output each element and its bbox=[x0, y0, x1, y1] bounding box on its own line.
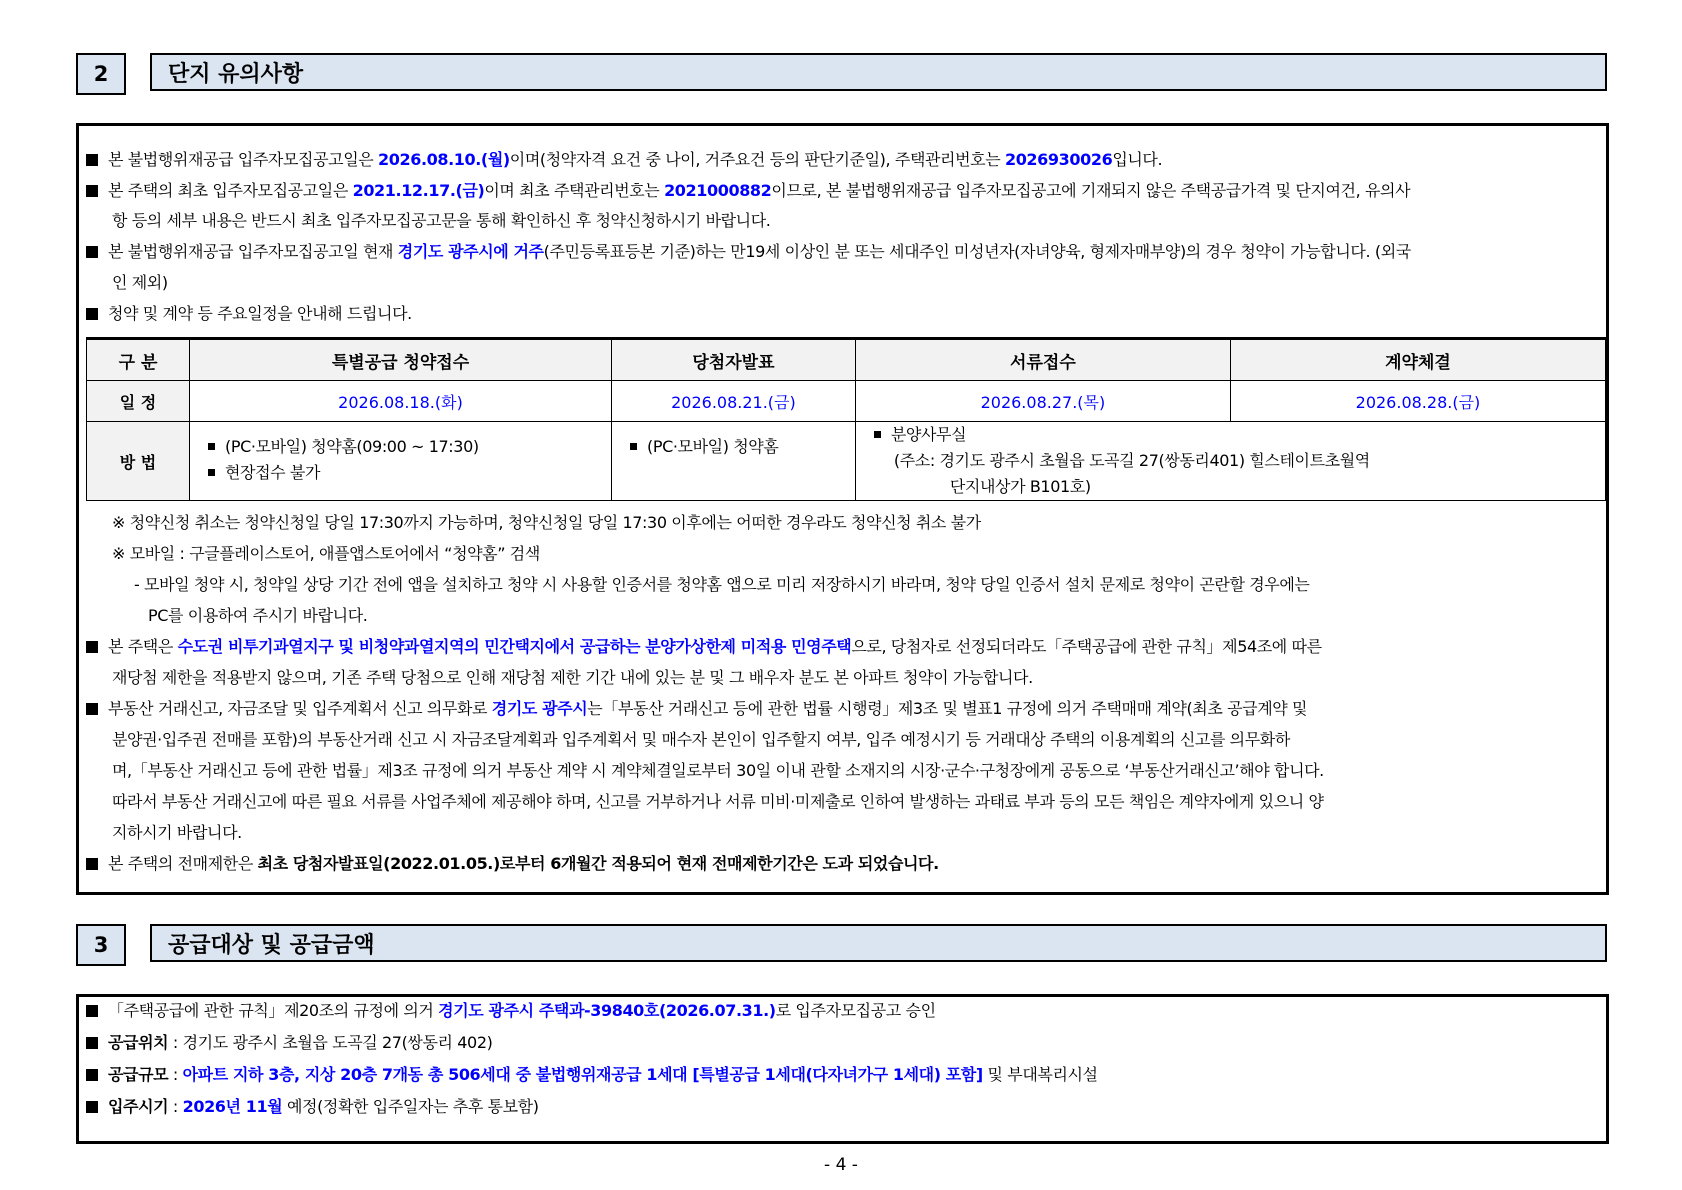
notice-item-6-line5: 지하시기 바랍니다. bbox=[112, 823, 242, 842]
page-number: - 4 - bbox=[824, 1155, 858, 1175]
square-bullet-icon bbox=[86, 185, 98, 197]
schedule-date-label: 일 정 bbox=[87, 381, 190, 422]
schedule-method-special bbox=[190, 422, 612, 501]
square-bullet-icon bbox=[630, 443, 637, 450]
square-bullet-icon bbox=[208, 469, 215, 476]
supply-scale: 공급규모 : 아파트 지하 3층, 지상 20층 7개동 총 506세대 중 불법행위재공급 1세대 [특별공급 1세대(다자녀가구 1세대) 포함] 및 부대복리시설 bbox=[86, 1062, 1098, 1085]
method-item: (PC·모바일) 청약홈 bbox=[630, 434, 855, 460]
notice-item-7: 본 주택의 전매제한은 최초 당첨자발표일(2022.01.05.)로부터 6개월간 적용되어 현재 전매제한기간은 도과 되었습니다. bbox=[86, 851, 939, 874]
notice-item-5: 본 주택은 수도권 비투기과열지구 및 비청약과열지역의 민간택지에서 공급하는 분양가상한제 미적용 민영주택으로, 당첨자로 선정되더라도「주택공급에 관한 규칙」제54조에 따른 bbox=[86, 634, 1322, 657]
section-3-header bbox=[76, 924, 1611, 964]
schedule-header-row bbox=[87, 339, 1606, 381]
supply-location: 공급위치 : 경기도 광주시 초월읍 도곡길 27(쌍동리 402) bbox=[86, 1030, 492, 1053]
square-bullet-icon bbox=[874, 431, 881, 438]
notice-item-6-line2: 분양권·입주권 전매를 포함)의 부동산거래 신고 시 자금조달계획과 입주계획서 및 매수자 본인이 입주할지 여부, 입주 예정시기 등 거래대상 주택의 이용계획의 신고를 의무화하 bbox=[112, 730, 1290, 749]
schedule-method-label: 방 법 bbox=[87, 422, 190, 501]
schedule-header-winner: 당첨자발표 bbox=[612, 339, 856, 381]
schedule-method-docs-contract bbox=[855, 422, 1605, 501]
notice-item-6: 부동산 거래신고, 자금조달 및 입주계획서 신고 의무화로 경기도 광주시는「부동산 거래신고 등에 관한 법률 시행령」제3조 및 별표1 규정에 의거 주택매매 계약(최초 공급계약 및 bbox=[86, 696, 1307, 719]
square-bullet-icon bbox=[86, 1005, 98, 1017]
schedule-table bbox=[86, 337, 1606, 501]
square-bullet-icon bbox=[86, 154, 98, 166]
square-bullet-icon bbox=[86, 308, 98, 320]
section-2-header bbox=[76, 53, 1611, 93]
method-address: (주소: 경기도 광주시 초월읍 도곡길 27(쌍동리401) 힐스테이트초월역 bbox=[893, 451, 1370, 470]
square-bullet-icon bbox=[86, 641, 98, 653]
square-bullet-icon bbox=[86, 1069, 98, 1081]
square-bullet-icon bbox=[208, 443, 215, 450]
method-item: 분양사무실 bbox=[874, 422, 1605, 448]
schedule-date-contract: 2026.08.28.(금) bbox=[1230, 381, 1605, 422]
schedule-date-docs: 2026.08.27.(목) bbox=[855, 381, 1230, 422]
schedule-date-row bbox=[87, 381, 1606, 422]
schedule-header-contract: 계약체결 bbox=[1230, 339, 1605, 381]
note-cancel: ※ 청약신청 취소는 청약신청일 당일 17:30까지 가능하며, 청약신청일 당일 17:30 이후에는 어떠한 경우라도 청약신청 취소 불가 bbox=[112, 513, 981, 532]
section-2-number: 2 bbox=[76, 53, 126, 95]
section-2-title: 단지 유의사항 bbox=[150, 53, 1607, 91]
notice-item-4: 청약 및 계약 등 주요일정을 안내해 드립니다. bbox=[86, 301, 412, 324]
square-bullet-icon bbox=[86, 1037, 98, 1049]
schedule-header-special: 특별공급 청약접수 bbox=[190, 339, 612, 381]
schedule-date-special: 2026.08.18.(화) bbox=[190, 381, 612, 422]
schedule-header-docs: 서류접수 bbox=[855, 339, 1230, 381]
notice-item-5-cont: 재당첨 제한을 적용받지 않으며, 기존 주택 당첨으로 인해 재당첨 제한 기간 내에 있는 분 및 그 배우자 분도 본 아파트 청약이 가능합니다. bbox=[112, 668, 1033, 687]
note-mobile-detail: - 모바일 청약 시, 청약일 상당 기간 전에 앱을 설치하고 청약 시 사용할 인증서를 청약홈 앱으로 미리 저장하시기 바라며, 청약 당일 인증서 설치 문제로 청약이 곤란할 경우에는 bbox=[134, 575, 1310, 594]
note-mobile: ※ 모바일 : 구글플레이스토어, 애플앱스토어에서 “청약홈” 검색 bbox=[112, 544, 540, 563]
notice-item-1: 본 불법행위재공급 입주자모집공고일은 2026.08.10.(월)이며(청약자격 요건 중 나이, 거주요건 등의 판단기준일), 주택관리번호는 2026930026입니다. bbox=[86, 147, 1162, 170]
notice-item-3: 본 불법행위재공급 입주자모집공고일 현재 경기도 광주시에 거주(주민등록표등본 기준)하는 만19세 이상인 분 또는 세대주인 미성년자(자녀양육, 형제자매부양)의 경우 청약이 가능합니다. (외국 bbox=[86, 239, 1411, 262]
notice-item-6-line3: 며,「부동산 거래신고 등에 관한 법률」제3조 규정에 의거 부동산 계약 시 계약체결일로부터 30일 이내 관할 소재지의 시장·군수·구청장에게 공동으로 ‘부동산거래신고’해야 합니다. bbox=[112, 761, 1324, 780]
notice-item-3-cont: 인 제외) bbox=[112, 273, 168, 292]
notice-item-6-line4: 따라서 부동산 거래신고에 따른 필요 서류를 사업주체에 제공해야 하며, 신고를 거부하거나 서류 미비·미제출로 인하여 발생하는 과태료 부과 등의 모든 책임은 계약자에게 있으니 양 bbox=[112, 792, 1324, 811]
note-mobile-detail-cont: PC를 이용하여 주시기 바랍니다. bbox=[148, 606, 368, 625]
schedule-method-winner bbox=[612, 422, 856, 501]
supply-approval: 「주택공급에 관한 규칙」제20조의 규정에 의거 경기도 광주시 주택과-39840호(2026.07.31.)로 입주자모집공고 승인 bbox=[86, 998, 936, 1021]
square-bullet-icon bbox=[86, 858, 98, 870]
notice-item-2: 본 주택의 최초 입주자모집공고일은 2021.12.17.(금)이며 최초 주택관리번호는 2021000882이므로, 본 불법행위재공급 입주자모집공고에 기재되지 않은 주택공급가격 및 단지여건, 유의사 bbox=[86, 178, 1410, 201]
schedule-header-category: 구 분 bbox=[87, 339, 190, 381]
square-bullet-icon bbox=[86, 246, 98, 258]
notice-item-2-cont: 항 등의 세부 내용은 반드시 최초 입주자모집공고문을 통해 확인하신 후 청약신청하시기 바랍니다. bbox=[112, 211, 771, 230]
method-item: 현장접수 불가 bbox=[208, 460, 611, 486]
method-address-cont: 단지내상가 B101호) bbox=[949, 477, 1091, 496]
section-3-title: 공급대상 및 공급금액 bbox=[150, 924, 1607, 962]
section-3-number: 3 bbox=[76, 924, 126, 966]
schedule-date-winner: 2026.08.21.(금) bbox=[612, 381, 856, 422]
square-bullet-icon bbox=[86, 1101, 98, 1113]
move-in-date: 입주시기 : 2026년 11월 예정(정확한 입주일자는 추후 통보함) bbox=[86, 1094, 539, 1117]
schedule-method-row bbox=[87, 422, 1606, 501]
square-bullet-icon bbox=[86, 703, 98, 715]
method-item: (PC·모바일) 청약홈(09:00 ~ 17:30) bbox=[208, 434, 611, 460]
